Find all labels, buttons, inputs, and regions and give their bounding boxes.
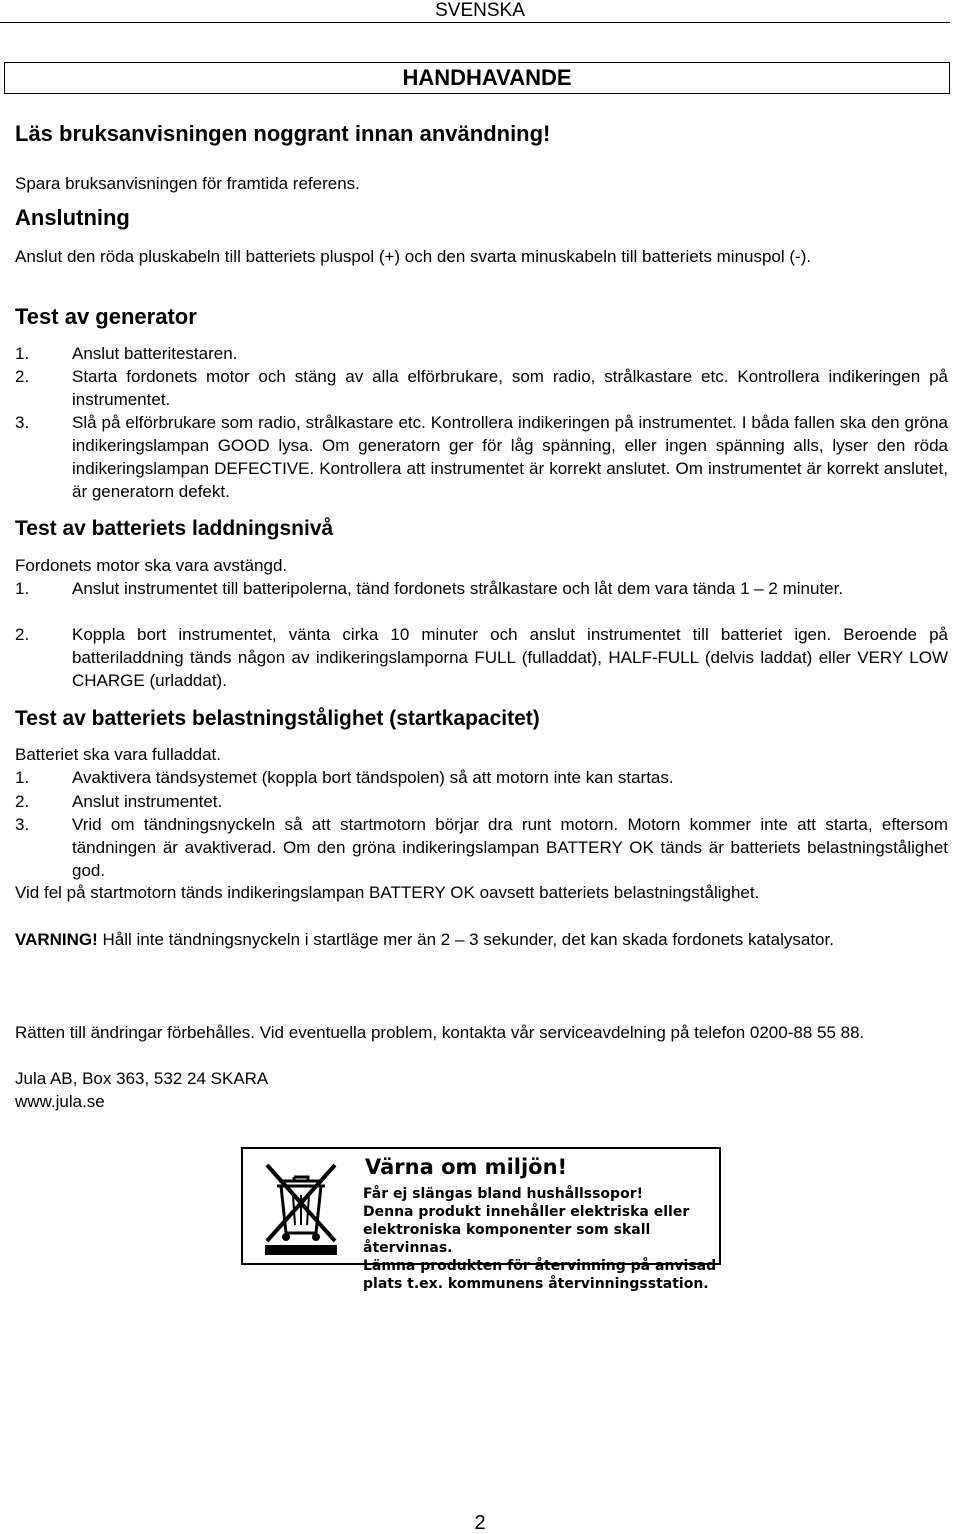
environment-line: Får ej slängas bland hushållssopor!: [363, 1186, 643, 1202]
generator-step-3: Slå på elförbrukare som radio, strålkastare etc. Kontrollera indikeringen på instrumentet. I båda fallen ska den gröna indikeringslampan GOOD lysa. Om generatorn ger för låg spänning, eller ingen spänning alls, lyser den röda indikeringslampan DEFECTIVE. Kontrollera att instrumentet är korrekt anslutet. Om instrumentet är korrekt anslutet, är generatorn defekt.: [72, 413, 948, 501]
load-test-heading: Test av batteriets belastningstålighet (startkapacitet): [15, 707, 540, 730]
environment-line: Lämna produkten för återvinning på anvisad: [363, 1258, 717, 1274]
read-manual-warning: Läs bruksanvisningen noggrant innan användning!: [15, 121, 551, 146]
charge-step-2: Koppla bort instrumentet, vänta cirka 10 minuter och anslut instrumentet till batteriet igen. Beroende på batteriladdning tänds någon av indikeringslamporna FULL (fulladdat), HALF-FULL (delvis laddat) eller VERY LOW CHARGE (urladdat).: [72, 625, 948, 690]
generator-step-1: Anslut batteritestaren.: [72, 344, 238, 363]
charge-step-1: Anslut instrumentet till batteripolerna, tänd fordonets strålkastare och låt dem vara tända 1 – 2 minuter.: [72, 579, 844, 598]
step-number: 1.: [15, 579, 30, 598]
connection-text: Anslut den röda pluskabeln till batteriets pluspol (+) och den svarta minuskabeln till batteriets minuspol (-).: [15, 247, 812, 266]
charge-test-heading: Test av batteriets laddningsnivå: [15, 517, 334, 540]
keep-manual-note: Spara bruksanvisningen för framtida referens.: [15, 174, 360, 193]
load-test-precondition: Batteriet ska vara fulladdat.: [15, 745, 222, 764]
load-step-2: Anslut instrumentet.: [72, 792, 223, 811]
crossed-out-wheelie-bin-icon: [253, 1153, 349, 1257]
step-number: 2.: [15, 367, 30, 386]
load-step-3: Vrid om tändningsnyckeln så att startmotorn börjar dra runt motorn. Motorn kommer inte att starta, eftersom tändningen är avaktiverad. Om den gröna indikeringslampan BATTERY OK tänds är batteriets belastningstålighet god.: [72, 815, 948, 880]
environment-line: elektroniska komponenter som skall återvinnas.: [363, 1222, 651, 1256]
step-number: 2.: [15, 625, 30, 644]
step-number: 2.: [15, 792, 30, 811]
warning-label: VARNING!: [15, 930, 98, 949]
company-address: Jula AB, Box 363, 532 24 SKARA: [15, 1069, 269, 1088]
section-title-box: [4, 62, 950, 94]
generator-test-heading: Test av generator: [15, 304, 197, 329]
environment-text: [363, 1185, 719, 1293]
website-link[interactable]: www.jula.se: [15, 1092, 105, 1111]
warning-paragraph: [15, 928, 948, 951]
load-step-1: Avaktivera tändsystemet (koppla bort tändspolen) så att motorn inte kan startas.: [72, 768, 674, 787]
charge-test-precondition: Fordonets motor ska vara avstängd.: [15, 556, 288, 575]
step-number: 1.: [15, 768, 30, 787]
environment-notice-box: [241, 1147, 721, 1292]
step-number: 3.: [15, 413, 30, 432]
page-number: 2: [474, 1512, 486, 1534]
load-test-note: Vid fel på startmotorn tänds indikeringslampan BATTERY OK oavsett batteriets belastningstålighet.: [15, 883, 760, 902]
rights-reserved-text: Rätten till ändringar förbehålles. Vid eventuella problem, kontakta vår serviceavdelning på telefon 0200-88 55 88.: [15, 1023, 865, 1042]
warning-text: Håll inte tändningsnyckeln i startläge mer än 2 – 3 sekunder, det kan skada fordonets katalysator.: [97, 930, 834, 949]
step-number: 3.: [15, 815, 30, 834]
environment-line: plats t.ex. kommunens återvinningsstation.: [363, 1276, 709, 1292]
language-label: SVENSKA: [435, 0, 525, 21]
step-number: 1.: [15, 344, 30, 363]
section-title: HANDHAVANDE: [402, 65, 572, 90]
environment-line: Denna produkt innehåller elektriska eller: [363, 1204, 690, 1220]
header-divider: [0, 22, 950, 23]
connection-heading: Anslutning: [15, 205, 130, 230]
environment-title: Värna om miljön!: [365, 1155, 568, 1179]
generator-step-2: Starta fordonets motor och stäng av alla elförbrukare, som radio, strålkastare etc. Kontrollera indikeringen på instrumentet.: [72, 367, 948, 409]
